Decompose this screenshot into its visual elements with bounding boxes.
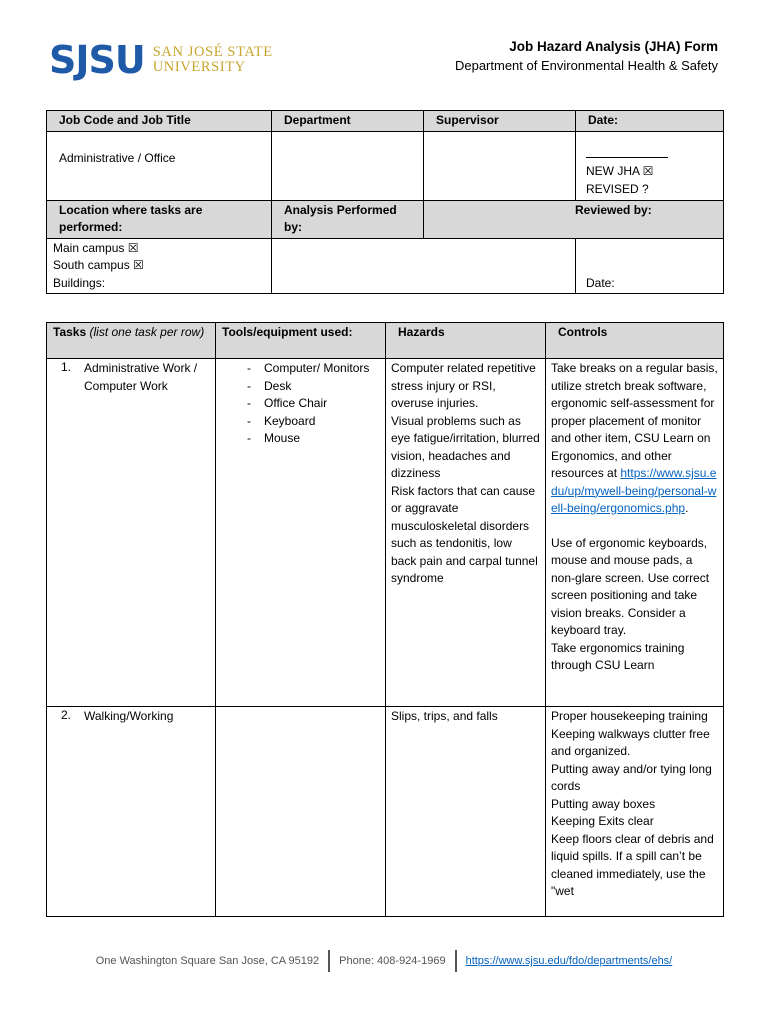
controls-cell-1[interactable]: Take breaks on a regular basis, utilize stretch break software, ergonomic self-assessment for proper placement of monitor and other item, CSU Learn on Ergonomics, and other resources at https://www.sjsu.edu/up/mywell-being/personal-well-being/ergonomics.php. Use of ergonomic keyboards, mouse and mouse pads, a non-glare screen. Use correct screen positioning and take vision breaks. Consider a keyboard tray. Take ergonomics training through CSU Learn: [546, 359, 724, 707]
hazard-text: Risk factors that can cause or aggravate musculoskeletal disorders such as tendonitis, low back pain and carpal tunnel syndrome: [391, 483, 538, 585]
task-cell-1[interactable]: [47, 359, 216, 707]
footer-divider: [328, 950, 330, 972]
controls-text: Putting away and/or tying long cords: [551, 761, 712, 793]
revised-checkbox[interactable]: REVISED ?: [586, 181, 649, 196]
reviewed-header-wrap: [424, 200, 724, 238]
form-header: [455, 38, 718, 76]
tools-header: Tools/equipment used:: [216, 323, 386, 359]
supervisor-cell[interactable]: [424, 131, 576, 200]
job-title-cell[interactable]: [47, 131, 272, 200]
reviewed-cell[interactable]: [576, 238, 724, 294]
list-item: - Office Chair: [221, 395, 380, 413]
analysis-header: Analysis Performed by:: [272, 200, 424, 238]
footer-address: One Washington Square San Jose, CA 95192: [95, 955, 320, 967]
task-cell-2[interactable]: [47, 707, 216, 917]
list-item: - Desk: [221, 378, 380, 396]
tools-cell-2[interactable]: [216, 707, 386, 917]
controls-header: Controls: [546, 323, 724, 359]
buildings-label: Buildings:: [53, 275, 106, 290]
controls-text: Proper housekeeping training: [551, 709, 708, 723]
supervisor-header: Supervisor: [424, 111, 576, 132]
controls-text: Use of ergonomic keyboards, mouse and mouse pads, a non-glare screen. Use correct screen positioning and take vision breaks. Consider a keyboard tray.: [551, 535, 710, 637]
list-item: - Computer/ Monitors: [221, 360, 380, 378]
controls-text: Keeping walkways clutter free and organized.: [551, 726, 710, 758]
date-line: [586, 148, 668, 158]
job-info-table: [46, 110, 724, 294]
table-row: [47, 359, 724, 707]
logo-wordmark: [153, 45, 273, 75]
controls-text: Keep floors clear of debris and liquid spills. If a spill can’t be cleaned immediately, use the "wet: [551, 831, 714, 898]
department-title: Department of Environmental Health & Safety: [454, 58, 718, 73]
table-row: [47, 707, 724, 917]
hazard-analysis-table: [46, 322, 724, 917]
page-footer: [0, 950, 768, 972]
task-number: 1.: [61, 360, 72, 374]
tasks-header-note: (list one task per row): [89, 325, 205, 339]
logo-line-2: UNIVERSITY: [152, 59, 246, 75]
task-number: 2.: [61, 708, 72, 722]
hazards-cell-1[interactable]: [386, 359, 546, 707]
spacer: [551, 518, 718, 535]
reviewed-header: Reviewed by:: [575, 202, 652, 217]
ergonomics-link[interactable]: https://www.sjsu.edu/up/mywell-being/personal-well-being/ergonomics.php: [551, 466, 717, 515]
footer-url-link[interactable]: https://www.sjsu.edu/fdo/departments/ehs/: [465, 955, 673, 967]
location-cell[interactable]: [47, 238, 272, 294]
department-cell[interactable]: [272, 131, 424, 200]
task-text: Walking/Working: [84, 709, 174, 723]
hazard-text: Computer related repetitive stress injury or RSI, overuse injuries.: [391, 361, 536, 410]
logo-line-1: SAN JOSÉ STATE: [152, 44, 273, 60]
tasks-header: [47, 323, 216, 359]
list-item: - Keyboard: [221, 413, 380, 431]
analysis-cell[interactable]: [272, 238, 576, 294]
south-campus-checkbox[interactable]: South campus ☒: [53, 258, 144, 272]
hazard-text: Slips, trips, and falls: [391, 709, 498, 723]
controls-text: Take ergonomics training through CSU Learn: [551, 640, 685, 672]
task-text: Administrative Work / Computer Work: [84, 361, 198, 393]
list-item: - Mouse: [221, 430, 380, 448]
form-title: Job Hazard Analysis (JHA) Form: [509, 39, 718, 54]
job-title-value: Administrative / Office: [59, 150, 176, 165]
date-cell[interactable]: [576, 131, 724, 200]
tools-cell-1[interactable]: [216, 359, 386, 707]
hazards-cell-2[interactable]: [386, 707, 546, 917]
footer-divider: [455, 950, 457, 972]
sjsu-logo: [49, 40, 273, 80]
hazard-text: Visual problems such as eye fatigue/irritation, blurred vision, headaches and dizziness: [391, 413, 540, 480]
main-campus-checkbox[interactable]: Main campus ☒: [53, 240, 139, 255]
tools-list: [221, 360, 380, 448]
tasks-header-label: Tasks: [53, 325, 87, 339]
date-header: Date:: [576, 111, 724, 132]
reviewed-date-label: Date:: [586, 275, 615, 290]
new-jha-checkbox[interactable]: NEW JHA ☒: [586, 164, 654, 178]
footer-phone: Phone: 408-924-1969: [339, 955, 446, 967]
controls-cell-2[interactable]: [546, 707, 724, 917]
controls-text: Take breaks on a regular basis, utilize stretch break software, ergonomic self-assessment for proper placement of monitor and other item, CSU Learn on Ergonomics, and other resources at: [551, 361, 718, 480]
logo-mark: SJSU: [49, 38, 145, 82]
location-header: Location where tasks are performed:: [47, 200, 272, 238]
hazards-header: Hazards: [386, 323, 546, 359]
controls-text: Keeping Exits clear: [551, 814, 654, 828]
department-header: Department: [272, 111, 424, 132]
controls-text: Putting away boxes: [551, 796, 656, 811]
job-code-header: Job Code and Job Title: [47, 111, 272, 132]
